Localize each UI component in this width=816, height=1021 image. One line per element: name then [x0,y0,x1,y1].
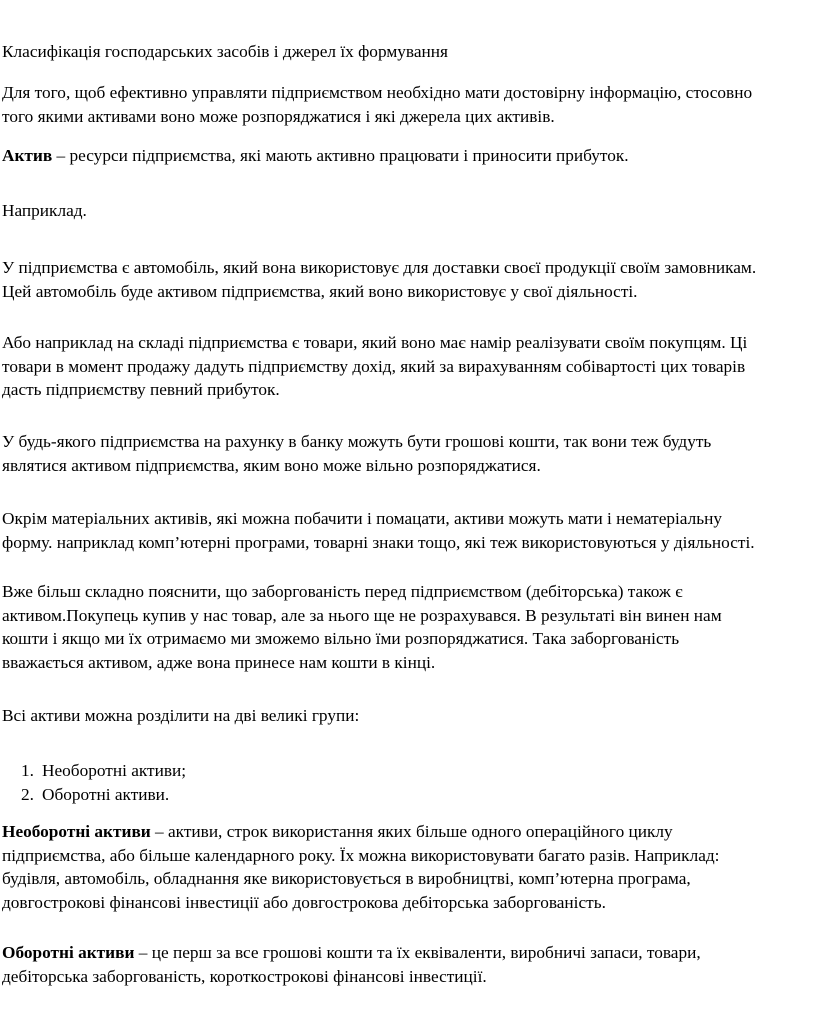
list-item-label: Необоротні активи; [42,761,187,780]
noncurrent-definition [2,820,814,914]
example-car-paragraph [2,256,814,303]
receivables-line: активом.Покупець купив у нас товар, але за нього ще не розрахувався. В результаті він винен нам [2,605,722,625]
receivables-paragraph [2,580,814,674]
current-first-line [2,941,814,965]
asset-term: Актив [2,146,53,165]
current-term: Оборотні активи [2,943,135,962]
example-car-line: Цей автомобіль буде активом підприємства, який воно використовує у свої діяльності. [2,281,638,301]
current-line: дебіторська заборгованість, короткострокові фінансові інвестиції. [2,966,487,986]
intro-paragraph [2,81,814,128]
list-item-number: 2. [21,784,34,804]
title-line: Класифікація господарських засобів і джерел їх формування [2,42,448,61]
noncurrent-line: довгострокові фінансові інвестиції або довгострокова дебіторська заборгованість. [2,892,606,912]
receivables-line: Вже більш складно пояснити, що заборгованість перед підприємством (дебіторська) також є [2,582,683,601]
noncurrent-line: підприємства, або більше календарного року. Їх можна використовувати багато разів. Наприклад: [2,845,720,865]
current-first-text: – це перш за все грошові кошти та їх еквіваленти, виробничі запаси, товари, [134,943,701,962]
intangible-line: форму. наприклад комп’ютерні програми, товарні знаки тощо, які теж використовуються у діяльності. [2,532,755,552]
document-title [2,40,814,64]
receivables-line: вважається активом, адже вона принесе нам кошти в кінці. [2,652,436,672]
list-item-number: 1. [21,761,34,780]
list-item-label: Оборотні активи. [42,784,170,804]
asset-definition-text: – ресурси підприємства, які мають активно працювати і приносити прибуток. [52,146,629,165]
noncurrent-term: Необоротні активи [2,822,151,841]
example-heading-line: Наприклад. [2,201,87,220]
noncurrent-line: будівля, автомобіль, обладнання яке використовується в виробництві, комп’ютерна програма, [2,869,691,888]
example-goods-line: Або наприклад на складі підприємства є товари, який воно має намір реалізувати своїм покупцям. Ці [2,333,748,352]
list-item [0,783,812,807]
intangible-line: Окрім матеріальних активів, які можна побачити і помацати, активи можуть мати і нематеріальну [2,509,723,528]
noncurrent-first-line [2,820,814,844]
example-cash-paragraph [2,430,814,477]
intro-line: того якими активами воно може розпоряджатися і які джерела цих активів. [2,106,555,126]
noncurrent-first-text: – активи, строк використання яких більше одного операційного циклу [150,822,673,841]
groups-intro [2,704,814,728]
example-heading [2,199,814,223]
example-goods-paragraph [2,331,814,402]
groups-intro-line: Всі активи можна розділити на дві великі групи: [2,706,360,725]
example-car-line: У підприємства є автомобіль, який вона використовує для доставки своєї продукції своїм замовникам. [2,258,757,277]
intro-line: Для того, щоб ефективно управляти підприємством необхідно мати достовірну інформацію, стосовно [2,83,753,102]
intangible-paragraph [2,507,814,554]
asset-definition-line [2,144,814,168]
example-cash-line: являтися активом підприємства, яким воно може вільно розпоряджатися. [2,455,541,475]
receivables-line: кошти і якщо ми їх отримаємо ми зможемо вільно їми розпоряджатися. Така заборгованість [2,629,680,648]
asset-definition [2,144,814,168]
example-goods-line: дасть підприємству певний прибуток. [2,380,280,399]
groups-list [0,759,812,806]
list-item [0,759,812,783]
current-definition [2,941,814,988]
example-goods-line: товари в момент продажу дадуть підприємству дохід, який за вирахуванням собівартості цих товарів [2,356,746,376]
example-cash-line: У будь-якого підприємства на рахунку в банку можуть бути грошові кошти, так вони теж будуть [2,432,712,451]
